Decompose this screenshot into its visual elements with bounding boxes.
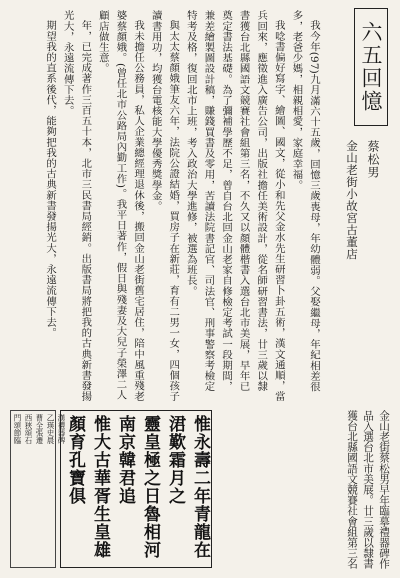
calligraphy-column-3: 惟大古華胥生皇雄顏育孔寶俱 (65, 415, 110, 559)
note-column-5: 門頌節臨 (13, 414, 22, 444)
note-column-2: 乙瑛史晨 (46, 414, 55, 444)
note-column-3: 曹全張遷 (35, 414, 44, 444)
author-name: 蔡松男 (366, 140, 380, 179)
calligraphy-caption: 金山老街蔡松男早年臨摹禮器碑作品入選台北市美展。廿三歲以隸書獲台北縣國語文競賽社會組第三名 (346, 410, 390, 569)
shop-name: 金山老街小故宮古董店 (345, 140, 359, 260)
paragraph-4: 我未擔任公務員，私人企業總經理退休後，搬回金山老街舊宅居住，陪中風重殘老婆蔡顏娥。(曾任北市公路局內勤工作)。我平日著作，假日與殘妻及大兒子榮澤二人顧店做生意。 (96, 10, 145, 402)
paragraph-6: 期望我的直系後代，能夠把我的古典新書發揚光大，永遠流傳下去。 (44, 20, 57, 339)
paragraph-2: 我唸書偏好寫字、繪圖、國文，從小和先父金水先生研習卜卦五術，漢文通順，當兵回來，應徵進入廣告公司，出版社擔任美術設計，從名師研習書法，廿三歲以隸書獲台北縣國語文競賽社會組第三名，不久又以顏體楷書入選台北市美展，早年已奠定書法基礎。為了彌補學歷不足，曾自台北回金山老家自修檢定考試一段期間，兼差繪製圖設計稿，賺錢買書及零用，苦讀法院書記官、司法官、刑事警察考檢定特考及格，復回北市上班，考入政治大學進修，被選為班長。 (184, 10, 285, 402)
paragraph-3: 與太太蔡顏娥筆友六年，法院公證結婚，買房子在新莊，育有二男一女，四個孩子讀書用功，均獲台電核能大學優秀獎學金。 (149, 10, 180, 402)
note-column-1: 漢禮器碑 (57, 414, 66, 444)
note-column-4: 西狹頌石 (24, 414, 33, 444)
paragraph-5: 年，已完成著作三百五十本，北市三民書局經銷。出版書局將把我的古典新書發揚光大，永遠流傳下去。 (61, 10, 92, 402)
page-title: 六五回憶 (354, 8, 388, 126)
body-text (44, 10, 322, 402)
calligraphy-column-2: 靈皇極之日魯相河南京韓君追 (115, 415, 160, 559)
calligraphy-note-panel (10, 410, 66, 568)
calligraphy-panel (60, 410, 212, 568)
calligraphy-column-1: 惟永壽二年青龍在涒歎霜月之 (165, 415, 210, 559)
paragraph-1: 我今年(97)九月滿六十五歲，回憶三歲喪母，年幼體弱。父娶繼母，年紀相差很多，老爸少媽，相親相愛，家庭幸福。 (290, 10, 320, 393)
